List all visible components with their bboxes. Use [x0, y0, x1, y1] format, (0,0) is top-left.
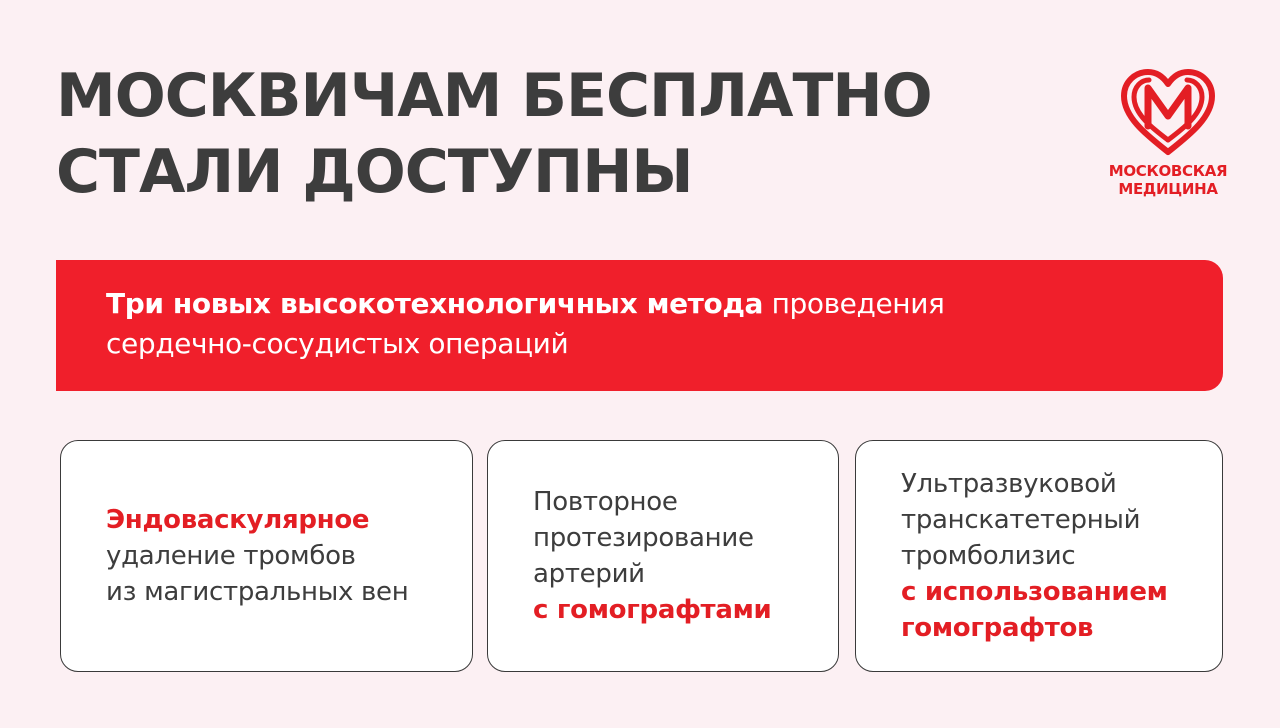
card-line: гомографтов	[901, 613, 1094, 643]
page-title-line-1: МОСКВИЧАМ БЕСПЛАТНО	[56, 61, 932, 131]
banner-line-1	[106, 284, 1223, 324]
card-line: Повторное	[533, 487, 678, 517]
method-card-prosthetics	[487, 440, 839, 672]
banner-bold-text: Три новых высокотехнологичных метода	[106, 287, 764, 320]
logo-text-line-1: МОСКОВСКАЯ	[1108, 162, 1228, 180]
logo-wordmark	[1100, 162, 1236, 198]
banner-regular-text: проведения	[763, 287, 945, 320]
card-text	[61, 502, 408, 610]
card-line: удаление тромбов	[106, 541, 356, 571]
card-line: артерий	[533, 559, 645, 589]
method-card-endovascular	[60, 440, 473, 672]
card-text	[856, 466, 1168, 646]
banner-line-2: сердечно-сосудистых операций	[106, 327, 569, 360]
logo-text-line-2: МЕДИЦИНА	[1118, 180, 1218, 198]
card-line: с гомографтами	[533, 595, 772, 625]
card-line: протезирование	[533, 523, 754, 553]
moscow-medicine-logo	[1100, 68, 1236, 198]
card-line: Эндоваскулярное	[106, 505, 370, 535]
card-line: Ультразвуковой	[901, 469, 1117, 499]
card-line: тромболизис	[901, 541, 1076, 571]
card-text	[488, 484, 771, 628]
page-title	[56, 58, 932, 210]
page-title-line-2: СТАЛИ ДОСТУПНЫ	[56, 137, 693, 207]
methods-banner	[56, 260, 1223, 391]
card-line: транскатетерный	[901, 505, 1141, 535]
method-card-thrombolysis	[855, 440, 1223, 672]
card-line: из магистральных вен	[106, 577, 409, 607]
card-line: с использованием	[901, 577, 1168, 607]
heart-m-logo-icon	[1118, 68, 1218, 156]
